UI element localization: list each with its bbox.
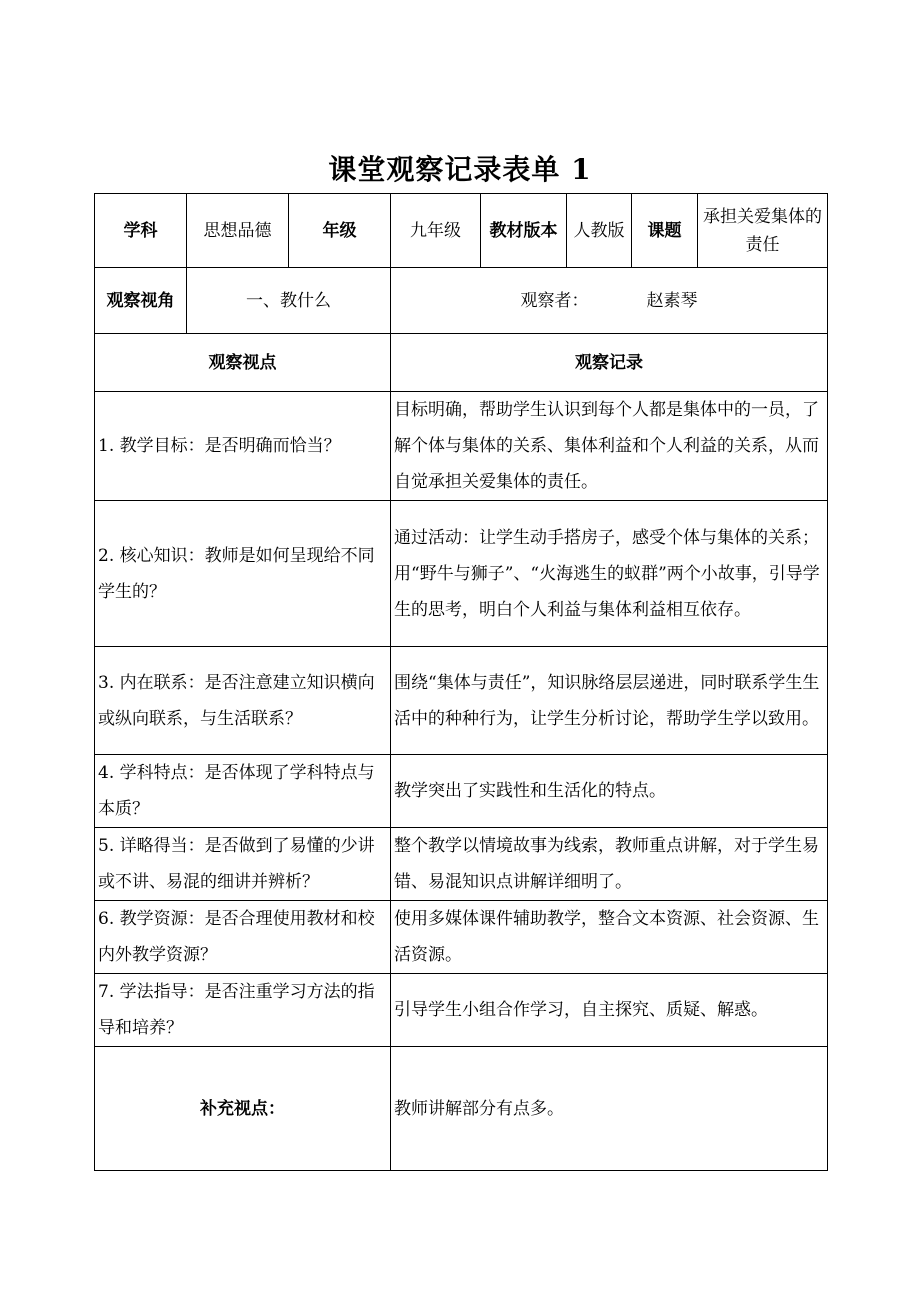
topic-value: 承担关爱集体的责任: [698, 194, 828, 268]
observation-record: 目标明确，帮助学生认识到每个人都是集体中的一员，了解个体与集体的关系、集体利益和个人利益的关系，从而自觉承担关爱集体的责任。: [391, 392, 828, 501]
column-header-record: 观察记录: [391, 334, 828, 392]
edition-label: 教材版本: [481, 194, 567, 268]
subject-value: 思想品德: [187, 194, 289, 268]
supplement-label: 补充视点：: [95, 1047, 391, 1171]
column-header-row: [95, 334, 828, 392]
subject-label: 学科: [95, 194, 187, 268]
table-row: [95, 755, 828, 828]
observation-point: 2. 核心知识：教师是如何呈现给不同学生的？: [95, 501, 391, 647]
grade-value: 九年级: [391, 194, 481, 268]
observation-record: 通过活动：让学生动手搭房子，感受个体与集体的关系；用“野牛与狮子”、“火海逃生的蚁群”两个小故事，引导学生的思考，明白个人利益与集体利益相互依存。: [391, 501, 828, 647]
observer-cell: [391, 268, 828, 334]
page-title: 课堂观察记录表单 1: [328, 153, 592, 186]
observation-record: 围绕“集体与责任”，知识脉络层层递进，同时联系学生生活中的种种行为，让学生分析讨论，帮助学生学以致用。: [391, 647, 828, 755]
observation-record: 引导学生小组合作学习，自主探究、质疑、解惑。: [391, 974, 828, 1047]
perspective-row: [95, 268, 828, 334]
table-row: [95, 501, 828, 647]
supplement-record: 教师讲解部分有点多。: [391, 1047, 828, 1171]
supplement-row: [95, 1047, 828, 1171]
observation-point: 7. 学法指导：是否注重学习方法的指导和培养？: [95, 974, 391, 1047]
perspective-label: 观察视角: [95, 268, 187, 334]
perspective-value: 一、教什么: [187, 268, 391, 334]
observation-table: [94, 193, 828, 1171]
table-row: [95, 974, 828, 1047]
table-row: [95, 392, 828, 501]
topic-label: 课题: [632, 194, 698, 268]
observation-point: 1. 教学目标：是否明确而恰当？: [95, 392, 391, 501]
observation-record: 教学突出了实践性和生活化的特点。: [391, 755, 828, 828]
observation-point: 3. 内在联系：是否注意建立知识横向或纵向联系，与生活联系？: [95, 647, 391, 755]
grade-label: 年级: [289, 194, 391, 268]
table-row: [95, 828, 828, 901]
observation-record: 使用多媒体课件辅助教学，整合文本资源、社会资源、生活资源。: [391, 901, 828, 974]
observer-name: 赵素琴: [646, 290, 698, 311]
observation-point: 4. 学科特点：是否体现了学科特点与本质？: [95, 755, 391, 828]
table-row: [95, 901, 828, 974]
header-row: [95, 194, 828, 268]
observation-record: 整个教学以情境故事为线索，教师重点讲解，对于学生易错、易混知识点讲解详细明了。: [391, 828, 828, 901]
observation-point: 6. 教学资源：是否合理使用教材和校内外教学资源？: [95, 901, 391, 974]
observer-label: 观察者：: [520, 290, 589, 311]
table-row: [95, 647, 828, 755]
observation-point: 5. 详略得当：是否做到了易懂的少讲或不讲、易混的细讲并辨析？: [95, 828, 391, 901]
edition-value: 人教版: [567, 194, 632, 268]
column-header-point: 观察视点: [95, 334, 391, 392]
